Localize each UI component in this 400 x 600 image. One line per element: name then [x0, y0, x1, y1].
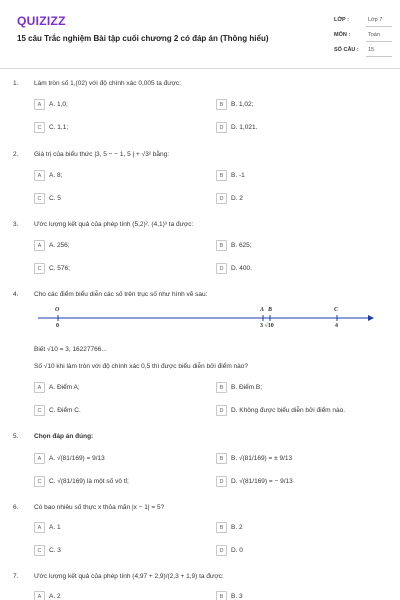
option-text: A. 8; — [49, 172, 63, 179]
option-text: D. √(81/169) = − 9/13 — [231, 478, 293, 485]
option-c[interactable] — [34, 405, 81, 416]
question-number: 5. — [13, 433, 19, 440]
meta-underline — [366, 56, 392, 57]
option-text: B. 625; — [231, 242, 252, 249]
option-b[interactable] — [216, 591, 243, 600]
option-text: A. 256; — [49, 242, 70, 249]
option-text: D. 0 — [231, 547, 243, 554]
option-d[interactable] — [216, 405, 345, 416]
option-text: B. 1,02; — [231, 101, 254, 108]
option-text: C. 3 — [49, 547, 61, 554]
option-b[interactable] — [216, 170, 245, 181]
option-a[interactable] — [34, 382, 80, 393]
option-text: A. 2 — [49, 593, 61, 600]
option-a[interactable] — [34, 522, 61, 533]
question-text: Cho các điểm biểu diễn các số trên trục số như hình vẽ sau: — [34, 291, 208, 298]
option-letter: C — [34, 545, 45, 556]
meta-subject — [334, 29, 392, 42]
option-d[interactable] — [216, 193, 243, 204]
option-c[interactable] — [34, 193, 61, 204]
option-d[interactable] — [216, 545, 243, 556]
number-line-figure — [34, 307, 374, 337]
meta-subject-value: Toán — [368, 32, 380, 38]
option-letter: A — [34, 99, 45, 110]
option-letter: D — [216, 405, 227, 416]
option-b[interactable] — [216, 99, 253, 110]
option-letter: A — [34, 382, 45, 393]
question-number: 6. — [13, 504, 19, 511]
option-d[interactable] — [216, 263, 252, 274]
option-a[interactable] — [34, 99, 68, 110]
worksheet-title: 15 câu Trắc nghiệm Bài tập cuối chương 2 có đáp án (Thông hiểu) — [17, 34, 269, 43]
question-number: 4. — [13, 291, 19, 298]
quizizz-logo: QUIZIZZ — [17, 14, 66, 28]
tick-label-four: 4 — [335, 323, 338, 329]
option-letter: C — [34, 476, 45, 487]
option-a[interactable] — [34, 240, 70, 251]
question-extra-2: Số √10 khi làm tròn với độ chính xác 0,5 thì được biểu diễn bởi điểm nào? — [34, 363, 249, 370]
option-text: D. 400. — [231, 265, 252, 272]
header-divider — [0, 68, 400, 69]
option-letter: D — [216, 545, 227, 556]
option-letter: B — [216, 522, 227, 533]
option-text: C. 5 — [49, 195, 61, 202]
point-b-label: B — [268, 307, 273, 313]
option-letter: B — [216, 170, 227, 181]
option-text: C. √(81/169) là một số vô tỉ; — [49, 478, 129, 485]
option-text: C. Điểm C. — [49, 407, 81, 414]
question-number: 3. — [13, 221, 19, 228]
meta-grade-value: Lớp 7 — [368, 17, 383, 23]
tick-label-sqrt10: 3 √10 — [260, 323, 274, 329]
meta-count — [334, 44, 392, 57]
meta-underline — [366, 41, 392, 42]
meta-grade-label: LỚP : — [334, 17, 349, 23]
arrow-right-icon — [368, 315, 374, 321]
number-line-svg — [34, 307, 374, 337]
option-text: B. 2 — [231, 524, 243, 531]
point-a-label: A — [260, 307, 265, 313]
option-text: C. 1,1; — [49, 124, 69, 131]
option-letter: D — [216, 263, 227, 274]
option-letter: C — [34, 193, 45, 204]
option-b[interactable] — [216, 240, 252, 251]
option-letter: B — [216, 240, 227, 251]
option-letter: A — [34, 170, 45, 181]
option-c[interactable] — [34, 122, 68, 133]
option-letter: B — [216, 591, 227, 600]
option-text: C. 576; — [49, 265, 70, 272]
option-text: A. 1 — [49, 524, 61, 531]
option-text: A. 1,0; — [49, 101, 68, 108]
option-text: B. √(81/169) = ± 9/13 — [231, 455, 293, 462]
meta-count-value: 15 — [368, 47, 375, 53]
option-b[interactable] — [216, 522, 243, 533]
option-text: B. 3 — [231, 593, 243, 600]
point-c-label: C — [334, 307, 339, 313]
option-letter: A — [34, 453, 45, 464]
option-text: D. Không được biểu diễn bởi điểm nào. — [231, 407, 346, 414]
option-a[interactable] — [34, 453, 105, 464]
option-d[interactable] — [216, 122, 257, 133]
meta-underline — [366, 26, 392, 27]
option-d[interactable] — [216, 476, 293, 487]
option-text: B. -1 — [231, 172, 245, 179]
option-c[interactable] — [34, 476, 129, 487]
option-letter: D — [216, 476, 227, 487]
tick-label-zero: 0 — [56, 323, 59, 329]
question-text: Có bao nhiêu số thực x thỏa mãn |x − 1| = 5? — [34, 504, 165, 511]
option-text: B. Điểm B; — [231, 384, 263, 391]
question-extra-1: Biết √10 = 3, 16227766... — [34, 346, 107, 353]
meta-subject-label: MÔN : — [334, 32, 351, 38]
option-letter: A — [34, 591, 45, 600]
option-b[interactable] — [216, 382, 262, 393]
point-o-label: O — [55, 307, 60, 313]
option-text: A. Điểm A; — [49, 384, 80, 391]
option-letter: A — [34, 240, 45, 251]
question-number: 2. — [13, 151, 19, 158]
worksheet-header — [0, 0, 400, 70]
meta-grade — [334, 14, 392, 27]
question-text: Chọn đáp án đúng: — [34, 433, 94, 440]
question-number: 1. — [13, 80, 19, 87]
option-c[interactable] — [34, 545, 61, 556]
option-b[interactable] — [216, 453, 292, 464]
question-text: Ước lượng kết quả của phép tính (4,97 + 2,9)/(2,3 + 1,9) ta được: — [34, 573, 224, 580]
question-text: Làm tròn số 1,(02) với độ chính xác 0,005 ta được: — [34, 80, 181, 87]
option-letter: B — [216, 99, 227, 110]
option-a[interactable] — [34, 591, 61, 600]
question-number: 7. — [13, 573, 19, 580]
option-text: D. 2 — [231, 195, 243, 202]
meta-count-label: SỐ CÂU : — [334, 47, 359, 53]
option-letter: B — [216, 453, 227, 464]
option-letter: C — [34, 405, 45, 416]
option-text: D. 1,021. — [231, 124, 258, 131]
option-letter: B — [216, 382, 227, 393]
option-letter: A — [34, 522, 45, 533]
option-letter: D — [216, 193, 227, 204]
question-text: Ước lượng kết quả của phép tính (5,2)². (4,1)³ ta được: — [34, 221, 194, 228]
option-letter: C — [34, 263, 45, 274]
option-a[interactable] — [34, 170, 62, 181]
option-letter: D — [216, 122, 227, 133]
option-text: A. √(81/169) = 9/13 — [49, 455, 105, 462]
question-text: Giá trị của biểu thức |3, 5 − − 1, 5 | + √3² bằng: — [34, 151, 170, 158]
option-c[interactable] — [34, 263, 70, 274]
option-letter: C — [34, 122, 45, 133]
